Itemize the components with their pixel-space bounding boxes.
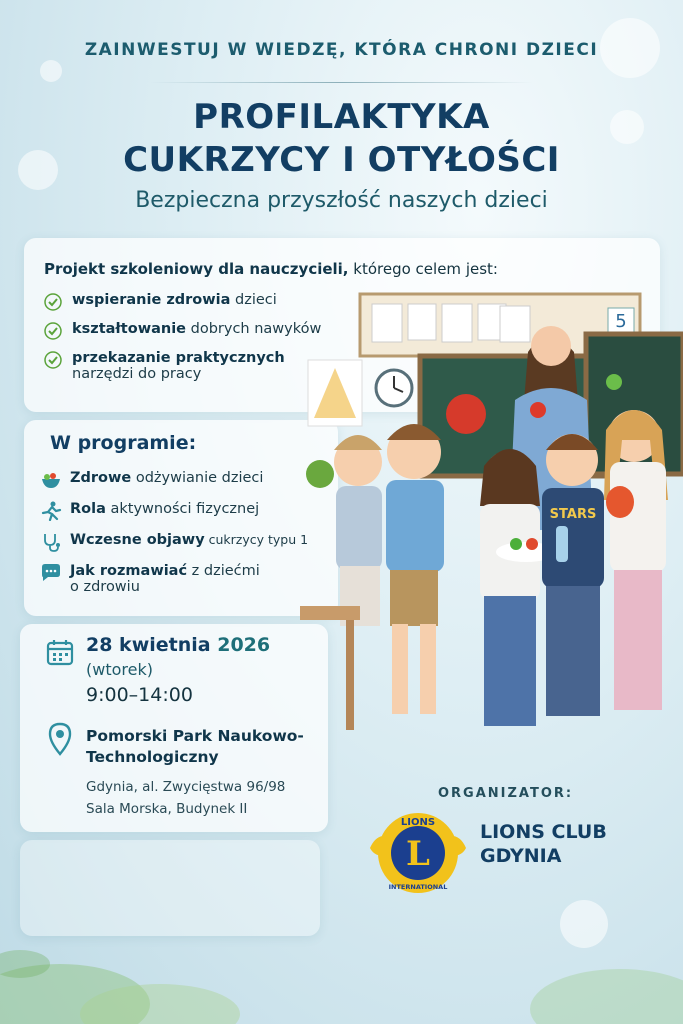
intro-text — [44, 260, 498, 278]
apple — [530, 402, 546, 418]
program-rest-line2: o zdrowiu — [70, 579, 140, 595]
salad-bowl-icon — [40, 470, 62, 490]
divider — [150, 82, 533, 83]
poster-sheet — [500, 306, 530, 342]
program-list — [40, 470, 330, 606]
program-rest: aktywności fizycznej — [105, 501, 260, 517]
intro-rest: którego celem jest: — [348, 260, 498, 278]
program-bold: Zdrowe — [70, 470, 132, 486]
program-item — [40, 563, 330, 595]
organizer-name-line-2: GDYNIA — [480, 845, 562, 867]
goals-list — [44, 292, 354, 392]
goal-item — [44, 321, 354, 340]
title-line-2: CUKRZYCY I OTYŁOŚCI — [123, 140, 560, 180]
check-icon — [44, 322, 62, 340]
water-bottle — [556, 526, 568, 562]
goal-item — [44, 350, 354, 382]
event-venue — [86, 726, 326, 768]
program-item — [40, 501, 330, 521]
classroom-illustration — [300, 290, 683, 770]
number-card-text: 5 — [615, 311, 627, 332]
goal-item — [44, 292, 354, 311]
poster-sheet — [408, 304, 436, 340]
program-bold: Jak rozmawiać — [70, 563, 188, 579]
organizer-name — [480, 820, 607, 868]
venue-line-2: Technologiczny — [86, 748, 219, 766]
logo-letter: L — [406, 834, 430, 874]
logo-top-text: LIONS — [400, 817, 436, 828]
grapes — [606, 374, 622, 390]
address-line-2: Sala Morska, Budynek II — [86, 801, 248, 817]
desk — [300, 606, 360, 620]
event-date — [86, 634, 270, 656]
program-rest: cukrzycy typu 1 — [204, 532, 309, 547]
bokeh-light — [40, 60, 62, 82]
goal-rest: dzieci — [230, 292, 277, 308]
foliage-decoration — [0, 874, 683, 1024]
shirt-text: STARS — [549, 507, 597, 522]
program-rest: z dziećmi — [187, 563, 260, 579]
organizer-name-line-1: LIONS CLUB — [480, 821, 607, 843]
venue-line-1: Pomorski Park Naukowo- — [86, 727, 304, 745]
event-address — [86, 776, 326, 820]
event-date-day: 28 kwietnia — [86, 634, 211, 656]
program-rest: odżywianie dzieci — [131, 470, 264, 486]
goal-rest: dobrych nawyków — [186, 321, 322, 337]
address-line-1: Gdynia, al. Zwycięstwa 96/98 — [86, 779, 286, 795]
program-bold: Rola — [70, 501, 106, 517]
location-pin-icon — [48, 722, 72, 756]
speech-bubble-icon — [40, 563, 62, 583]
event-date-year: 2026 — [217, 634, 271, 656]
peach — [606, 486, 634, 518]
running-person-icon — [40, 501, 62, 521]
check-icon — [44, 293, 62, 311]
page-title — [0, 96, 683, 182]
goal-rest: narzędzi do pracy — [72, 366, 202, 382]
calendar-icon — [46, 638, 74, 666]
goal-bold: przekazanie praktycznych — [72, 350, 285, 366]
logo-bottom-text: INTERNATIONAL — [388, 883, 448, 891]
event-weekday: (wtorek) — [86, 660, 153, 679]
child-2 — [386, 424, 444, 714]
program-item — [40, 532, 330, 552]
organizer-label: ORGANIZATOR: — [438, 786, 574, 801]
poster-sheet — [442, 304, 472, 342]
tomato — [446, 394, 486, 434]
goal-bold: kształtowanie — [72, 321, 187, 337]
title-line-1: PROFILAKTYKA — [193, 97, 490, 137]
event-time: 9:00–14:00 — [86, 684, 193, 706]
program-title: W programie: — [50, 432, 197, 454]
subtitle: Bezpieczna przyszłość naszych dzieci — [135, 188, 548, 213]
intro-bold: Projekt szkoleniowy dla nauczycieli, — [44, 260, 349, 278]
poster-sheet — [372, 304, 402, 342]
goal-bold: wspieranie zdrowia — [72, 292, 231, 308]
program-item — [40, 470, 330, 490]
check-icon — [44, 351, 62, 369]
program-bold: Wczesne objawy — [70, 532, 205, 548]
child-5 — [604, 410, 668, 710]
tagline: ZAINWESTUJ W WIEDZĘ, KTÓRA CHRONI DZIECI — [84, 40, 599, 60]
stethoscope-icon — [40, 532, 62, 552]
